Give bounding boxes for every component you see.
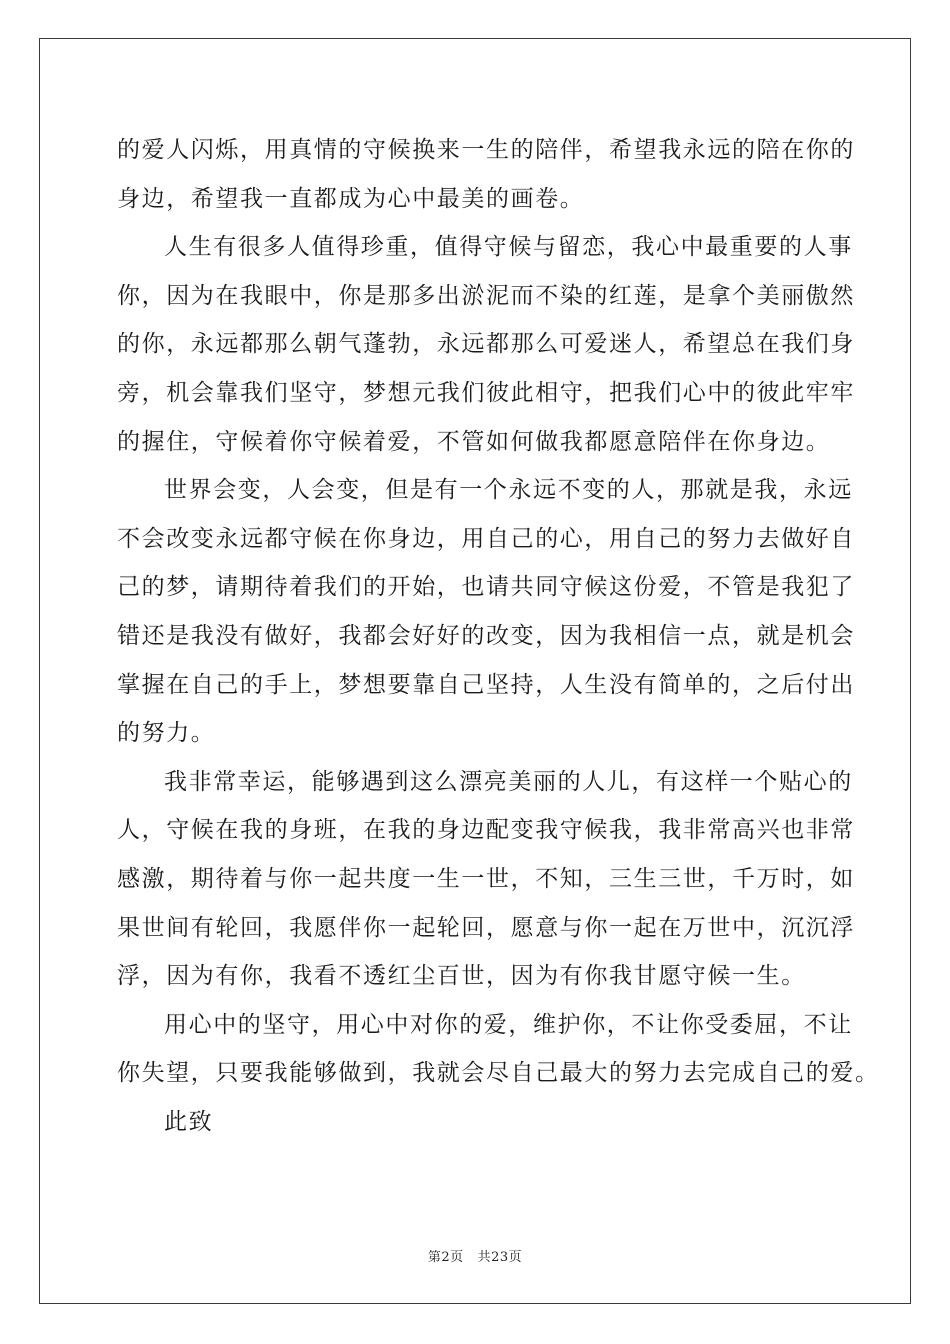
text-line: 人，守候在我的身班，在我的身边配变我守候我，我非常高兴也非常 xyxy=(117,817,855,844)
text-line: 感激，期待着与你一起共度一生一世，不知，三生三世，千万时，如 xyxy=(117,865,855,892)
text-line: 的爱人闪烁，用真情的守候换来一生的陪伴，希望我永远的陪在你的 xyxy=(117,137,855,163)
text-line: 我非常幸运，能够遇到这么漂亮美丽的人儿，有这样一个贴心的 xyxy=(164,768,853,795)
page-footer xyxy=(0,1246,950,1265)
text-line: 你失望，只要我能够做到，我就会尽自己最大的努力去完成自己的爱。 xyxy=(117,1060,880,1087)
text-line: 的你，永远都那么朝气蓬勃，永远都那么可爱迷人，希望总在我们身 xyxy=(117,331,855,358)
text-line: 浮，因为有你，我看不透红尘百世，因为有你我甘愿守候一生。 xyxy=(117,963,806,990)
text-line: 你，因为在我眼中，你是那多出淤泥而不染的红莲，是拿个美丽傲然 xyxy=(117,282,855,309)
text-line: 此致 xyxy=(164,1108,214,1135)
letter-body xyxy=(117,126,880,1146)
text-line: 的努力。 xyxy=(117,720,216,747)
text-line: 用心中的坚守，用心中对你的爱，维护你，不让你受委屈，不让 xyxy=(164,1011,853,1038)
text-line: 不会改变永远都守候在你身边，用自己的心，用自己的努力去做好自 xyxy=(117,525,855,552)
text-line: 人生有很多人值得珍重，值得守候与留恋，我心中最重要的人事 xyxy=(164,234,853,261)
text-line: 错还是我没有做好，我都会好好的改变，因为我相信一点，就是机会 xyxy=(117,622,855,649)
text-line: 掌握在自己的手上，梦想要靠自己坚持，人生没有简单的，之后付出 xyxy=(117,671,855,698)
text-line: 旁，机会靠我们坚守，梦想元我们彼此相守，把我们心中的彼此牢牢 xyxy=(117,379,855,406)
text-line: 己的梦，请期待着我们的开始，也请共同守候这份爱，不管是我犯了 xyxy=(117,574,855,601)
page-number-current: 第2页 xyxy=(427,1250,464,1265)
text-line: 的握住，守候着你守候着爱，不管如何做我都愿意陪伴在你身边。 xyxy=(117,428,831,455)
text-line: 果世间有轮回，我愿伴你一起轮回，愿意与你一起在万世中，沉沉浮 xyxy=(117,914,855,941)
page-number-total: 共23页 xyxy=(477,1250,523,1265)
text-line: 世界会变，人会变，但是有一个永远不变的人，那就是我，永远 xyxy=(164,477,853,504)
text-line: 身边，希望我一直都成为心中最美的画卷。 xyxy=(117,185,585,212)
